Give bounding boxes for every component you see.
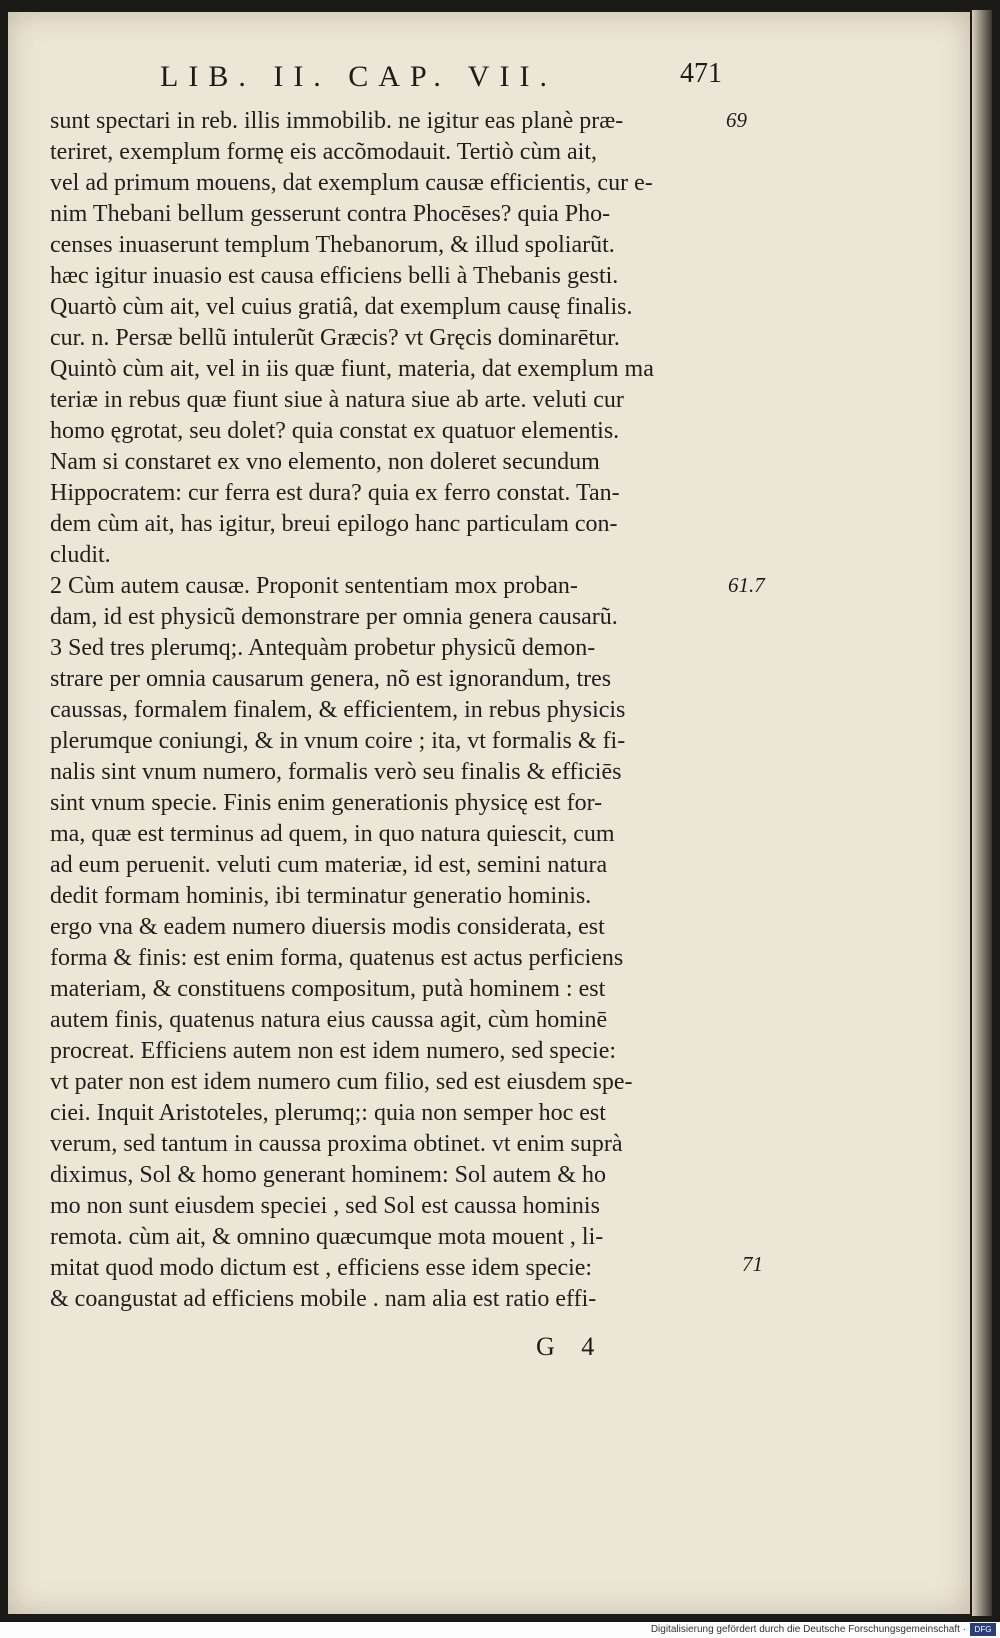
text-line: mo non sunt eiusdem speciei , sed Sol est caussa hominis — [50, 1193, 600, 1219]
text-line: teriæ in rebus quæ fiunt siue à natura siue ab arte. veluti cur — [50, 387, 624, 413]
text-line: strare per omnia causarum genera, nõ est ignorandum, tres — [50, 666, 612, 692]
text-line: nalis sint vnum numero, formalis verò seu finalis & efficiēs — [50, 759, 622, 785]
text-line: & coangustat ad efficiens mobile . nam alia est ratio effi- — [50, 1286, 597, 1312]
text-line: caussas, formalem finalem, & efficientem, in rebus physicis — [50, 697, 626, 723]
text-line: teriret, exemplum formę eis accõmodauit. Tertiò cùm ait, — [50, 139, 598, 165]
margin-note-69: 69 — [726, 108, 747, 132]
text-line: ergo vna & eadem numero diuersis modis considerata, est — [50, 914, 605, 940]
text-line: procreat. Efficiens autem non est idem numero, sed specie: — [50, 1038, 617, 1064]
signature-mark: G 4 — [536, 1332, 605, 1361]
running-title: LIB. II. CAP. VII. — [160, 60, 557, 93]
text-line: plerumque coniungi, & in vnum coire ; ita, vt formalis & fi- — [50, 728, 626, 754]
text-line: ma, quæ est terminus ad quem, in quo natura quiescit, cum — [50, 821, 615, 847]
text-line: cludit. — [50, 542, 111, 568]
body-text — [50, 106, 726, 1315]
text-line: ciei. Inquit Aristoteles, plerumq;: quia non semper hoc est — [50, 1100, 606, 1126]
page-gutter-shadow — [972, 10, 992, 1616]
text-line: mitat quod modo dictum est , efficiens esse idem specie: — [50, 1255, 593, 1281]
text-line: Nam si constaret ex vno elemento, non doleret secundum — [50, 449, 600, 475]
text-line: censes inuaserunt templum Thebanorum, & illud spoliarũt. — [50, 232, 615, 258]
margin-note-71: 71 — [742, 1252, 763, 1276]
text-line: ad eum peruenit. veluti cum materiæ, id est, semini natura — [50, 852, 608, 878]
text-line: dedit formam hominis, ibi terminatur generatio hominis. — [50, 883, 592, 909]
text-line: sint vnum specie. Finis enim generationis physicę est for- — [50, 790, 603, 816]
dfg-logo-icon: DFG — [970, 1623, 996, 1636]
text-line: diximus, Sol & homo generant hominem: Sol autem & ho — [50, 1162, 606, 1188]
page-number: 471 — [680, 58, 722, 89]
text-line: cur. n. Persæ bellũ intulerũt Græcis? vt Gręcis dominarētur. — [50, 325, 620, 351]
text-line: homo ęgrotat, seu dolet? quia constat ex quatuor elementis. — [50, 418, 620, 444]
text-line: Hippocratem: cur ferra est dura? quia ex ferro constat. Tan- — [50, 480, 620, 506]
text-line: dam, id est physicũ demonstrare per omnia genera causarũ. — [50, 604, 618, 630]
text-line: vt pater non est idem numero cum filio, sed est eiusdem spe- — [50, 1069, 633, 1095]
text-line: hæc igitur inuasio est causa efficiens belli à Thebanis gesti. — [50, 263, 619, 289]
text-line: 2 Cùm autem causæ. Proponit sententiam mox proban- — [50, 573, 578, 599]
text-line: remota. cùm ait, & omnino quæcumque mota mouent , li- — [50, 1224, 604, 1250]
text-line: sunt spectari in reb. illis immobilib. ne igitur eas planè præ- — [50, 108, 624, 134]
text-line: dem cùm ait, has igitur, breui epilogo hanc particulam con- — [50, 511, 618, 537]
text-line: Quartò cùm ait, vel cuius gratiâ, dat exemplum causę finalis. — [50, 294, 633, 320]
text-line: verum, sed tantum in caussa proxima obtinet. vt enim suprà — [50, 1131, 623, 1157]
text-line: 3 Sed tres plerumq;. Antequàm probetur physicũ demon- — [50, 635, 596, 661]
footer-credit: Digitalisierung gefördert durch die Deutsche Forschungsgemeinschaft · — [650, 1624, 966, 1635]
text-line: autem finis, quatenus natura eius caussa agit, cùm hominē — [50, 1007, 608, 1033]
text-line: Quintò cùm ait, vel in iis quæ fiunt, materia, dat exemplum ma — [50, 356, 654, 382]
text-line: materiam, & constituens compositum, putà hominem : est — [50, 976, 606, 1002]
text-line: vel ad primum mouens, dat exemplum causæ efficientis, cur e- — [50, 170, 653, 196]
text-line: forma & finis: est enim forma, quatenus est actus perficiens — [50, 945, 624, 971]
text-line: nim Thebani bellum gesserunt contra Phocēses? quia Pho- — [50, 201, 611, 227]
margin-note-61-7: 61.7 — [728, 573, 765, 597]
